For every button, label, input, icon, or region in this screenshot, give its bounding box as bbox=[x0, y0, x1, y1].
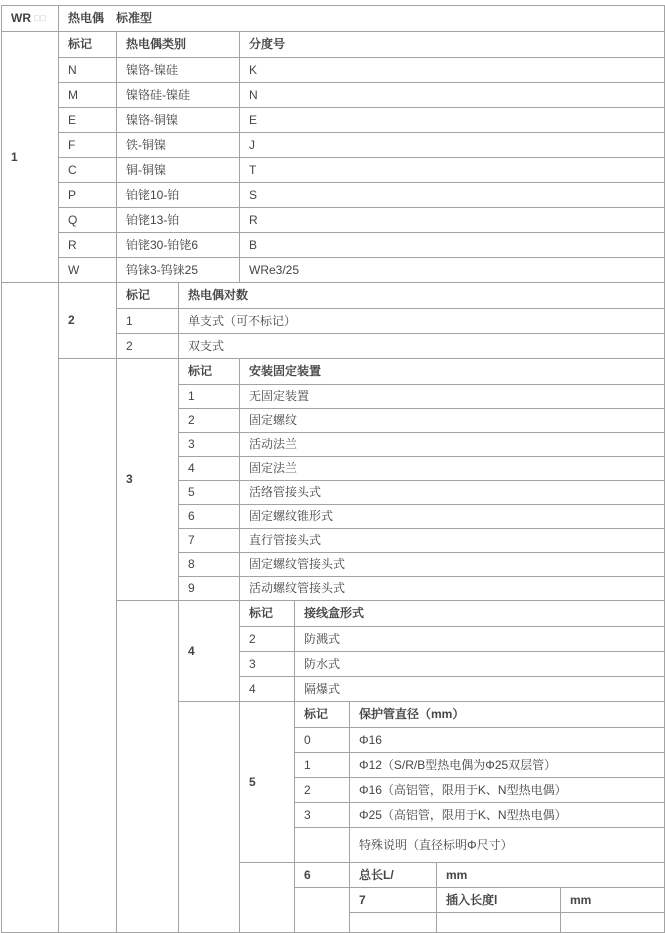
mark-cell: F bbox=[59, 133, 117, 158]
mark-cell: 3 bbox=[179, 433, 240, 457]
row-7-number: 7 bbox=[350, 888, 437, 913]
mark-cell: 4 bbox=[179, 457, 240, 481]
category-cell: 镍铬硅-镍硅 bbox=[117, 83, 240, 108]
category-cell: 铜-铜镍 bbox=[117, 158, 240, 183]
mark-cell: 3 bbox=[295, 803, 350, 828]
empty-span-cell bbox=[117, 601, 179, 933]
table-row bbox=[2, 183, 665, 208]
mark-cell: 3 bbox=[240, 652, 295, 677]
col-header-mounting: 安装固定装置 bbox=[240, 359, 665, 385]
category-cell: 铂铑13-铂 bbox=[117, 208, 240, 233]
mark-cell: 1 bbox=[117, 309, 179, 334]
value-cell: Φ12（S/R/B型热电偶为Φ25双层管） bbox=[350, 753, 665, 778]
table-row bbox=[2, 58, 665, 83]
table-row bbox=[2, 208, 665, 233]
value-cell: Φ16（高铝管，限用于K、N型热电偶） bbox=[350, 778, 665, 803]
col-header-mark: 标记 bbox=[240, 601, 295, 627]
mark-cell: C bbox=[59, 158, 117, 183]
col-header-mark: 标记 bbox=[295, 702, 350, 728]
mark-cell: 7 bbox=[179, 529, 240, 553]
graduation-cell: B bbox=[240, 233, 665, 258]
table-row bbox=[2, 158, 665, 183]
mark-cell: W bbox=[59, 258, 117, 283]
col-header-mark: 标记 bbox=[117, 283, 179, 309]
value-cell: 隔爆式 bbox=[295, 677, 665, 702]
col-header-tube-diameter: 保护管直径（mm） bbox=[350, 702, 665, 728]
col-header-junction-box: 接线盒形式 bbox=[295, 601, 665, 627]
empty-cell bbox=[561, 913, 665, 933]
category-cell: 钨铼3-钨铼25 bbox=[117, 258, 240, 283]
table-title: 热电偶 标准型 bbox=[59, 6, 665, 32]
col-header-pairs: 热电偶对数 bbox=[179, 283, 665, 309]
row-6-number: 6 bbox=[295, 863, 350, 888]
category-cell: 铂铑30-铂铑6 bbox=[117, 233, 240, 258]
graduation-cell: WRe3/25 bbox=[240, 258, 665, 283]
mark-cell: 2 bbox=[117, 334, 179, 359]
mark-cell: R bbox=[59, 233, 117, 258]
mark-cell: 1 bbox=[179, 385, 240, 409]
value-cell: 固定法兰 bbox=[240, 457, 665, 481]
value-cell: 固定螺纹管接头式 bbox=[240, 553, 665, 577]
mark-cell: N bbox=[59, 58, 117, 83]
model-code-cell bbox=[2, 6, 59, 32]
value-cell: Φ25（高铝管，限用于K、N型热电偶） bbox=[350, 803, 665, 828]
total-length-label: 总长L/ bbox=[350, 863, 437, 888]
value-cell: 活动螺纹管接头式 bbox=[240, 577, 665, 601]
value-cell: 单支式（可不标记） bbox=[179, 309, 665, 334]
section-5-number: 5 bbox=[240, 702, 295, 863]
mark-cell: 6 bbox=[179, 505, 240, 529]
value-cell: 固定螺纹 bbox=[240, 409, 665, 433]
table-row bbox=[2, 6, 665, 32]
graduation-cell: K bbox=[240, 58, 665, 83]
category-cell: 镍铬-镍硅 bbox=[117, 58, 240, 83]
graduation-cell: T bbox=[240, 158, 665, 183]
thermocouple-model-table bbox=[1, 5, 665, 933]
value-cell: 直行管接头式 bbox=[240, 529, 665, 553]
model-placeholder-boxes: □□ bbox=[34, 13, 47, 24]
table-row bbox=[2, 83, 665, 108]
empty-cell bbox=[350, 913, 437, 933]
table-row bbox=[2, 359, 665, 385]
graduation-cell: E bbox=[240, 108, 665, 133]
mark-cell: 2 bbox=[179, 409, 240, 433]
value-cell: 活动法兰 bbox=[240, 433, 665, 457]
empty-span-cell bbox=[295, 888, 350, 933]
col-header-category: 热电偶类别 bbox=[117, 32, 240, 58]
mark-cell: 8 bbox=[179, 553, 240, 577]
category-cell: 铂铑10-铂 bbox=[117, 183, 240, 208]
graduation-cell: R bbox=[240, 208, 665, 233]
mark-cell: 4 bbox=[240, 677, 295, 702]
empty-span-cell bbox=[59, 359, 117, 933]
empty-span-cell bbox=[179, 702, 240, 933]
mark-cell: 1 bbox=[295, 753, 350, 778]
category-cell: 镍铬-铜镍 bbox=[117, 108, 240, 133]
section-3-number: 3 bbox=[117, 359, 179, 601]
table-row bbox=[2, 32, 665, 58]
graduation-cell: S bbox=[240, 183, 665, 208]
col-header-graduation: 分度号 bbox=[240, 32, 665, 58]
mark-cell: P bbox=[59, 183, 117, 208]
mark-cell: 9 bbox=[179, 577, 240, 601]
table-row bbox=[2, 108, 665, 133]
value-cell: Φ16 bbox=[350, 728, 665, 753]
empty-span-cell bbox=[240, 863, 295, 933]
value-cell: 无固定装置 bbox=[240, 385, 665, 409]
mark-cell: E bbox=[59, 108, 117, 133]
value-cell: 防溅式 bbox=[295, 627, 665, 652]
graduation-cell: N bbox=[240, 83, 665, 108]
mark-cell: Q bbox=[59, 208, 117, 233]
mark-cell bbox=[295, 828, 350, 863]
graduation-cell: J bbox=[240, 133, 665, 158]
mark-cell: 5 bbox=[179, 481, 240, 505]
value-cell: 固定螺纹锥形式 bbox=[240, 505, 665, 529]
table-row bbox=[2, 133, 665, 158]
value-cell: 双支式 bbox=[179, 334, 665, 359]
special-note-cell: 特殊说明（直径标明Φ尺寸） bbox=[350, 828, 665, 863]
col-header-mark: 标记 bbox=[59, 32, 117, 58]
category-cell: 铁-铜镍 bbox=[117, 133, 240, 158]
insertion-length-label: 插入长度l bbox=[437, 888, 561, 913]
mark-cell: M bbox=[59, 83, 117, 108]
section-2-number: 2 bbox=[59, 283, 117, 359]
table-row bbox=[2, 283, 665, 309]
mark-cell: 2 bbox=[295, 778, 350, 803]
value-cell: 活络管接头式 bbox=[240, 481, 665, 505]
section-4-number: 4 bbox=[179, 601, 240, 702]
mark-cell: 2 bbox=[240, 627, 295, 652]
table-row bbox=[2, 233, 665, 258]
value-cell: 防水式 bbox=[295, 652, 665, 677]
insertion-length-unit: mm bbox=[561, 888, 665, 913]
col-header-mark: 标记 bbox=[179, 359, 240, 385]
empty-cell bbox=[437, 913, 561, 933]
empty-span-cell bbox=[2, 283, 59, 933]
mark-cell: 0 bbox=[295, 728, 350, 753]
table-row bbox=[2, 258, 665, 283]
section-1-number: 1 bbox=[2, 32, 59, 283]
model-prefix: WR bbox=[11, 11, 31, 26]
total-length-unit: mm bbox=[437, 863, 665, 888]
